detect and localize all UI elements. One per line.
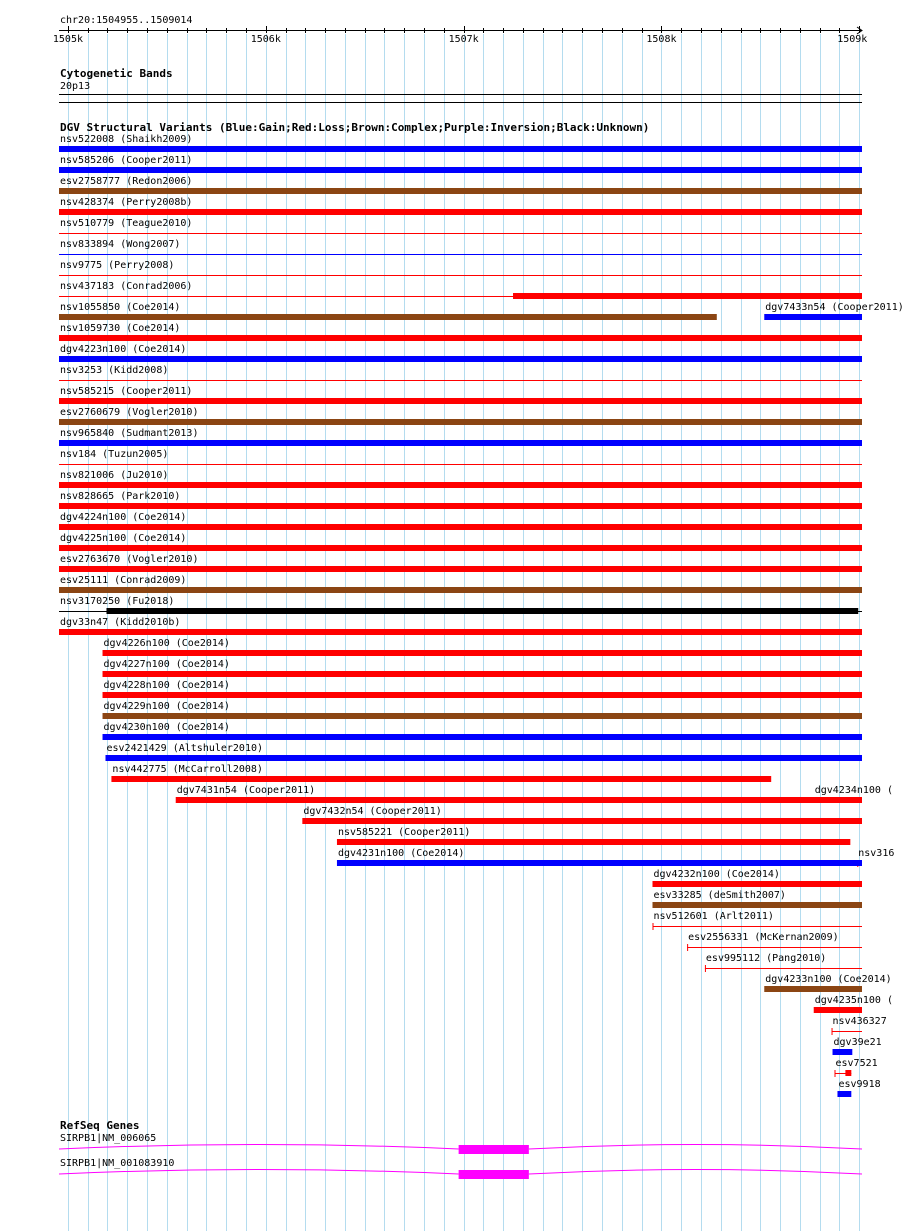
dgv-feature-label[interactable]: nsv585206 (Cooper2011) bbox=[60, 155, 193, 166]
dgv-feature-bar[interactable] bbox=[176, 797, 862, 803]
dgv-feature-label[interactable]: nsv436327 bbox=[832, 1016, 887, 1027]
dgv-feature-label[interactable]: esv33285 (deSmith2007) bbox=[653, 890, 786, 901]
dgv-feature-label[interactable]: dgv4234n100 ( bbox=[814, 785, 893, 796]
dgv-feature-bar[interactable] bbox=[103, 692, 862, 698]
dgv-feature-label[interactable]: nsv585221 (Cooper2011) bbox=[337, 827, 471, 838]
dgv-feature-label[interactable]: dgv4223n100 (Coe2014) bbox=[60, 344, 187, 355]
dgv-feature-label[interactable]: dgv4233n100 (Coe2014) bbox=[765, 974, 892, 985]
dgv-feature-label[interactable]: nsv512601 (Arlt2011) bbox=[653, 911, 774, 922]
dgv-feature-bar[interactable] bbox=[59, 440, 862, 446]
dgv-feature-bar[interactable] bbox=[764, 986, 862, 992]
dgv-feature-bar[interactable] bbox=[59, 566, 862, 572]
dgv-feature-label[interactable]: dgv39e21 bbox=[833, 1037, 882, 1048]
dgv-feature-bar[interactable] bbox=[833, 1049, 853, 1055]
dgv-feature-label[interactable]: esv9918 bbox=[838, 1079, 881, 1090]
refseq-title: RefSeq Genes bbox=[60, 1119, 140, 1132]
dgv-feature-label[interactable]: dgv4229n100 (Coe2014) bbox=[103, 701, 230, 712]
dgv-feature-label[interactable]: nsv585215 (Cooper2011) bbox=[60, 386, 193, 397]
dgv-feature-bar[interactable] bbox=[59, 146, 862, 152]
dgv-feature-label[interactable]: esv995112 (Pang2010) bbox=[705, 953, 827, 964]
dgv-feature-label[interactable]: nsv821006 (Ju2010) bbox=[60, 470, 169, 481]
dgv-feature-label[interactable]: dgv7431n54 (Cooper2011) bbox=[176, 785, 316, 796]
dgv-feature-label[interactable]: dgv4235n100 ( bbox=[814, 995, 893, 1006]
ruler-tick-label: 1506k bbox=[250, 34, 281, 45]
dgv-feature-bar[interactable] bbox=[59, 419, 862, 425]
dgv-feature-label[interactable]: esv25111 (Conrad2009) bbox=[60, 575, 187, 586]
dgv-feature-bar[interactable] bbox=[59, 398, 862, 404]
dgv-feature-bar[interactable] bbox=[106, 608, 858, 614]
refseq-gene-label[interactable]: SIRPB1|NM_001083910 bbox=[60, 1158, 175, 1169]
dgv-feature-bar[interactable] bbox=[652, 902, 862, 908]
dgv-feature-bar[interactable] bbox=[59, 335, 862, 341]
dgv-feature-label[interactable]: dgv4224n100 (Coe2014) bbox=[60, 512, 187, 523]
region-label: chr20:1504955..1509014 bbox=[60, 15, 193, 26]
dgv-feature-bar[interactable] bbox=[59, 629, 862, 635]
dgv-feature-label[interactable]: nsv522008 (Shaikh2009) bbox=[60, 134, 193, 145]
dgv-feature-bar[interactable] bbox=[59, 167, 862, 173]
dgv-feature-bar[interactable] bbox=[103, 650, 862, 656]
dgv-feature-label[interactable]: esv2758777 (Redon2006) bbox=[60, 176, 193, 187]
dgv-feature-label[interactable]: nsv442775 (McCarroll2008) bbox=[112, 764, 263, 775]
dgv-feature-label[interactable]: esv2763670 (Vogler2010) bbox=[60, 554, 199, 565]
dgv-feature-label[interactable]: dgv4226n100 (Coe2014) bbox=[103, 638, 230, 649]
dgv-feature-bar[interactable] bbox=[814, 1007, 862, 1013]
ruler-tick-label: 1508k bbox=[646, 34, 677, 45]
refseq-gene-label[interactable]: SIRPB1|NM_006065 bbox=[60, 1133, 157, 1144]
dgv-feature-label[interactable]: nsv1059730 (Coe2014) bbox=[60, 323, 181, 334]
dgv-feature-label[interactable]: dgv4230n100 (Coe2014) bbox=[103, 722, 230, 733]
dgv-feature-bar[interactable] bbox=[59, 587, 862, 593]
dgv-feature-bar[interactable] bbox=[845, 1070, 851, 1076]
dgv-feature-bar[interactable] bbox=[111, 776, 771, 782]
dgv-feature-bar[interactable] bbox=[59, 503, 862, 509]
ruler-tick-label: 1509k bbox=[837, 34, 868, 45]
dgv-feature-bar[interactable] bbox=[59, 545, 862, 551]
dgv-feature-label[interactable]: nsv316 bbox=[858, 848, 895, 859]
refseq-exon-block[interactable] bbox=[459, 1145, 529, 1154]
dgv-feature-label[interactable]: dgv4227n100 (Coe2014) bbox=[103, 659, 230, 670]
refseq-exon-block[interactable] bbox=[459, 1170, 529, 1179]
dgv-title: DGV Structural Variants (Blue:Gain;Red:Loss;Brown:Complex;Purple:Inversion;Black:Unknown) bbox=[60, 121, 650, 134]
ruler-tick-label: 1505k bbox=[52, 34, 83, 45]
dgv-feature-label[interactable]: esv2421429 (Altshuler2010) bbox=[106, 743, 264, 754]
dgv-feature-label[interactable]: dgv7433n54 (Cooper2011) bbox=[765, 302, 904, 313]
dgv-feature-label[interactable]: dgv4232n100 (Coe2014) bbox=[653, 869, 780, 880]
dgv-feature-label[interactable]: esv2556331 (McKernan2009) bbox=[688, 932, 839, 943]
dgv-feature-label[interactable]: nsv3170250 (Fu2018) bbox=[60, 596, 175, 607]
dgv-feature-label[interactable]: nsv428374 (Perry2008b) bbox=[60, 197, 193, 208]
dgv-feature-bar[interactable] bbox=[103, 734, 862, 740]
dgv-feature-label[interactable]: nsv437183 (Conrad2006) bbox=[60, 281, 193, 292]
cytoband-label: 20p13 bbox=[60, 81, 91, 92]
dgv-feature-bar[interactable] bbox=[103, 713, 862, 719]
dgv-feature-label[interactable]: esv7521 bbox=[835, 1058, 878, 1069]
dgv-feature-bar[interactable] bbox=[337, 839, 850, 845]
dgv-feature-label[interactable]: nsv3253 (Kidd2008) bbox=[60, 365, 169, 376]
cytoband-title: Cytogenetic Bands bbox=[60, 67, 173, 80]
dgv-feature-bar[interactable] bbox=[302, 818, 862, 824]
dgv-feature-bar[interactable] bbox=[652, 881, 862, 887]
dgv-feature-bar[interactable] bbox=[103, 671, 862, 677]
dgv-feature-label[interactable]: nsv1055850 (Coe2014) bbox=[60, 302, 181, 313]
dgv-feature-bar[interactable] bbox=[59, 482, 862, 488]
dgv-feature-bar[interactable] bbox=[59, 356, 862, 362]
dgv-feature-label[interactable]: dgv4228n100 (Coe2014) bbox=[103, 680, 230, 691]
dgv-feature-label[interactable]: nsv510779 (Teague2010) bbox=[60, 218, 193, 229]
dgv-feature-label[interactable]: nsv828665 (Park2010) bbox=[60, 491, 181, 502]
dgv-feature-label[interactable]: nsv833894 (Wong2007) bbox=[60, 239, 181, 250]
dgv-feature-bar[interactable] bbox=[764, 314, 862, 320]
dgv-feature-bar[interactable] bbox=[59, 209, 862, 215]
dgv-feature-label[interactable]: dgv4231n100 (Coe2014) bbox=[337, 848, 465, 859]
dgv-feature-label[interactable]: esv2760679 (Vogler2010) bbox=[60, 407, 199, 418]
ruler-tick-label: 1507k bbox=[448, 34, 479, 45]
dgv-feature-bar[interactable] bbox=[837, 1091, 851, 1097]
dgv-feature-bar[interactable] bbox=[337, 860, 862, 866]
dgv-feature-bar[interactable] bbox=[59, 524, 862, 530]
dgv-feature-label[interactable]: nsv965840 (Sudmant2013) bbox=[60, 428, 199, 439]
dgv-feature-bar[interactable] bbox=[59, 314, 717, 320]
dgv-feature-bar[interactable] bbox=[59, 188, 862, 194]
dgv-feature-bar[interactable] bbox=[513, 293, 862, 299]
dgv-feature-label[interactable]: nsv184 (Tuzun2005) bbox=[60, 449, 169, 460]
dgv-feature-label[interactable]: dgv4225n100 (Coe2014) bbox=[60, 533, 187, 544]
dgv-feature-label[interactable]: dgv33n47 (Kidd2010b) bbox=[60, 617, 181, 628]
dgv-feature-label[interactable]: nsv9775 (Perry2008) bbox=[60, 260, 175, 271]
dgv-feature-bar[interactable] bbox=[105, 755, 862, 761]
dgv-feature-label[interactable]: dgv7432n54 (Cooper2011) bbox=[303, 806, 442, 817]
